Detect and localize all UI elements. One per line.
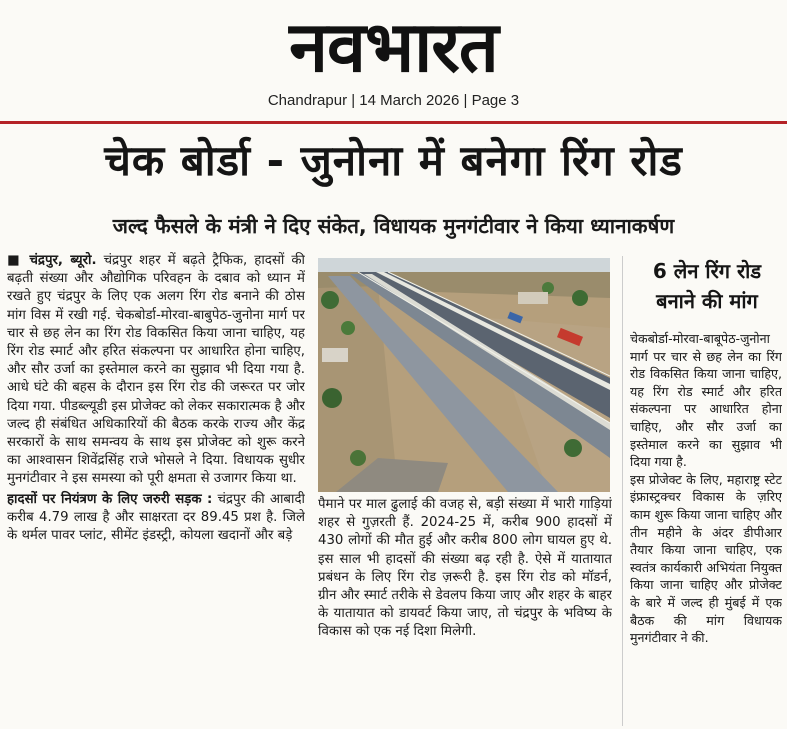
- masthead: [0, 0, 787, 118]
- section-heading: हादसों पर नियंत्रण के लिए जरुरी सड़क :: [7, 491, 213, 507]
- article-column-1: [7, 252, 305, 724]
- column-divider: [622, 256, 623, 726]
- bullet-icon: ■: [7, 253, 23, 268]
- article-paragraph-2: चंद्रपुर की आबादी करीब 4.79 लाख है और साक्षरता दर 89.45 प्रश है. जिले के थर्मल पावर प्लांट, सीमेंट इंडस्ट्री, कोयला खदानों और बड़े: [7, 491, 305, 544]
- article-paragraph-1: चंद्रपुर शहर में बढ़ते ट्रैफिक, हादसों की बढ़ती संख्या और औद्योगिक परिवहन के दबाव को ध्यान में रखते हुए चंद्रपुर के लिए एक अलग रिंग रोड बनाने की ठोस मांग विस में रखी गई. चेकबोर्डा-मोरवा-बाबुपेठ-जुनोना मार्ग पर चार से छह लेन का रिंग रोड विकसित किया जाना चाहिए, यह रिंग रोड स्मार्ट और हरित संकल्पना पर आधारित होना चाहिए, और सौर उर्जा का इस्तेमाल करने का सुझाव भी दिया गया है. आधे घंटे की बहस के दौरान इस रिंग रोड की जरूरत पर जोर दिया गया. पीडब्ल्यूडी इस प्रोजेक्ट को लेकर सकारात्मक है और जल्द ही संबंधित अधिकारियों की बैठक करके राज्य और केंद्र सरकारों के साथ समन्वय के साथ इस प्रोजेक्ट को शुरू करने का आश्वासन शिवेंद्रसिंह राजे भोसले ने दिया. विधायक सुधीर मुनगंटीवार ने इस समस्या को पूरी क्षमता से उजागर किया था.: [7, 253, 305, 487]
- sidebar-heading: [630, 256, 784, 326]
- sidebar-paragraph-1: चेकबोर्डा-मोरवा-बाबूपेठ-जुनोना मार्ग पर चार से छह लेन का रिंग रोड विकसित किया जाना चाहिए, यह रिंग रोड स्मार्ट और हरित संकल्पना पर आधारित होना चाहिए, और सौर उर्जा का इस्तेमाल करने का सुझाव भी दिया गया है.: [630, 331, 782, 470]
- masthead-divider: [0, 121, 787, 124]
- headline: चेक बोर्डा - जुनोना में बनेगा रिंग रोड: [104, 136, 683, 185]
- sidebar-heading-line-2: बनाने की मांग: [656, 289, 758, 313]
- edition-dateline: Chandrapur | 14 March 2026 | Page 3: [267, 92, 520, 109]
- sidebar-heading-line-1: 6 लेन रिंग रोड: [652, 259, 762, 283]
- sidebar-column: [630, 330, 782, 726]
- article-column-2: [318, 496, 612, 726]
- article-dateline: चंद्रपुर, ब्यूरो.: [29, 253, 97, 268]
- sidebar-paragraph-2: इस प्रोजेक्ट के लिए, महाराष्ट्र स्टेट इंफ्रास्ट्रक्चर विकास के ज़रिए काम शुरू किया जाना चाहिए और तीन महीने के अंदर डीपीआर तैयार किया जाना चाहिए, एक स्वतंत्र कार्यकारी अभियंता नियुक्त किया जाना चाहिए और प्रोजेक्ट के बारे में जल्द ही मुंबई में एक बैठक की मांग विधायक मुनगंटीवार ने की.: [630, 471, 782, 646]
- article-paragraph-3: पैमाने पर माल ढुलाई की वजह से, बड़ी संख्या में भारी गाड़ियां शहर से गुज़रती हैं. 2024-25 में, करीब 900 हादसों में 430 लोगों की मौत हुई और करीब 800 लोग घायल हुए थे. इस साल भी हादसों की संख्या बढ़ रही है. ऐसे में यातायात प्रबंधन के लिए रिंग रोड ज़रूरी है. इस रिंग रोड को मॉडर्न, ग्रीन और स्मार्ट तरीके से डेवलप किया जाए और शहर के बाहर के यातायात को डायवर्ट किया जाए, तो चंद्रपुर के भविष्य के विकास को एक नई दिशा मिलेगी.: [318, 497, 612, 640]
- newspaper-logo: नवभारत: [289, 6, 498, 88]
- road-photo: [318, 258, 610, 492]
- subheadline: जल्द फैसले के मंत्री ने दिए संकेत, विधायक मुनगंटीवार ने किया ध्यानाकर्षण: [112, 214, 675, 238]
